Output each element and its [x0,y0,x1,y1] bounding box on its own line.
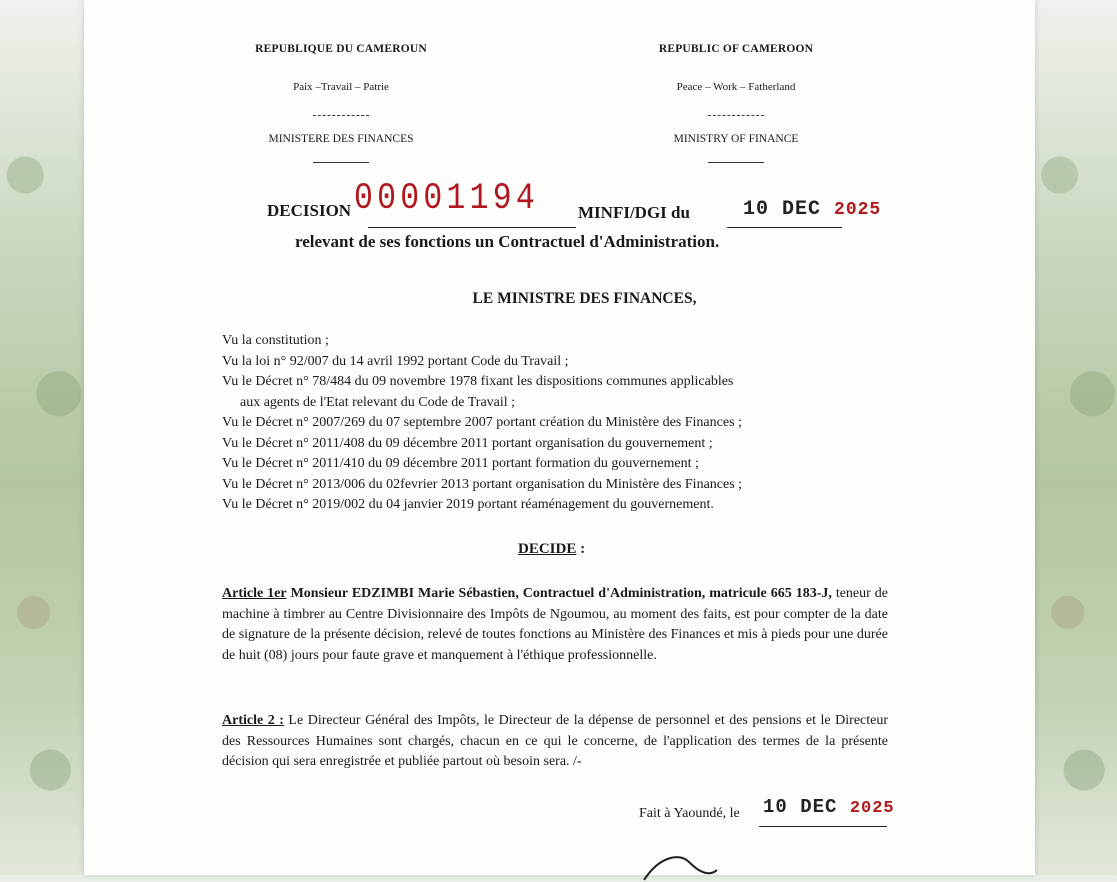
ministry-name-en: MINISTRY OF FINANCE [673,133,799,145]
closing-date-underline [759,826,887,827]
article-2-text: Le Directeur Général des Impôts, le Directeur de la dépense de personnel et des pensions et le Directeur des Ressources Humaines sont chargés, chacun en ce qui le concerne, de l'application des termes de la présente décision qui sera enregistrée et publiée partout où besoin sera. /- [222,713,889,769]
number-underline [368,227,576,228]
decision-reference: MINFI/DGI du [578,203,690,222]
considerations-list [222,331,892,516]
decide-heading [518,541,585,558]
decide-label: DECIDE [518,541,577,557]
closing-date-day-month: 10 DEC [763,796,838,818]
article-2-label: Article 2 : [222,713,284,728]
country-name-fr: REPUBLIQUE DU CAMEROUN [255,43,427,55]
date-stamp-year: 2025 [834,200,882,220]
closing-date-year: 2025 [849,799,895,818]
decide-colon: : [576,541,586,557]
date-stamp-day-month: 10 DEC [743,198,822,221]
decision-number-stamp: 00001194 [354,178,539,220]
consideration-item: aux agents de l'Etat relevant du Code de Travail ; [240,394,516,410]
header-divider [708,162,764,163]
consideration-item: Vu le Décret n° 2007/269 du 07 septembre 2007 portant création du Ministère des Finances ; [222,415,742,430]
consideration-item: Vu le Décret n° 2011/410 du 09 décembre 2011 portant formation du gouvernement ; [222,456,699,471]
consideration-item: Vu la constitution ; [222,333,329,348]
signature-mark [639,852,719,882]
article-1 [222,584,888,666]
article-1-subject: Monsieur EDZIMBI Marie Sébastien, Contractuel d'Administration, matricule 665 183-J, [290,586,832,601]
consideration-item: Vu la loi n° 92/007 du 14 avril 1992 portant Code du Travail ; [222,353,569,369]
consideration-item: Vu le Décret n° 2019/002 du 04 janvier 2019 portant réaménagement du gouvernement. [222,497,714,512]
article-1-text: teneur de machine à timbrer au Centre Divisionnaire des Impôts de Ngoumou, au moment des faits, est pour compter de la date de signature de la présente décision, relevé de toutes fonctions au Ministère des Finances et mis à pieds pour une durée de huit (08) jours pour faute grave et manquement à l'éthique professionnelle. [222,586,888,663]
consideration-item: Vu le Décret n° 2011/408 du 09 décembre 2011 portant organisation du gouvernement ; [222,435,713,451]
date-underline [727,227,842,228]
motto-en: Peace – Work – Fatherland [676,81,796,93]
decision-document [84,0,1035,875]
header-divider [708,115,764,116]
country-name-en: REPUBLIC OF CAMEROON [658,43,814,55]
consideration-item: Vu le Décret n° 2013/006 du 02fevrier 2013 portant organisation du Ministère des Finances ; [222,476,743,492]
background-photo-left [0,0,84,875]
article-2 [222,711,888,773]
closing-place: Fait à Yaoundé, le [639,806,740,821]
motto-fr: Paix –Travail – Patrie [293,81,389,93]
header-divider [313,162,369,163]
decision-prefix: DECISION [267,201,352,220]
closing-date-stamp [763,796,895,818]
ministry-name-fr: MINISTERE DES FINANCES [268,133,414,145]
decision-subtitle: relevant de ses fonctions un Contractuel d'Administration. [295,232,720,251]
background-photo-right [1035,0,1117,875]
minister-heading: LE MINISTRE DES FINANCES, [472,290,697,307]
header-divider [313,115,369,116]
decision-date-stamp [743,198,881,221]
consideration-item: Vu le Décret n° 78/484 du 09 novembre 1978 fixant les dispositions communes applicables [222,374,734,389]
article-1-label: Article 1er [222,586,287,601]
